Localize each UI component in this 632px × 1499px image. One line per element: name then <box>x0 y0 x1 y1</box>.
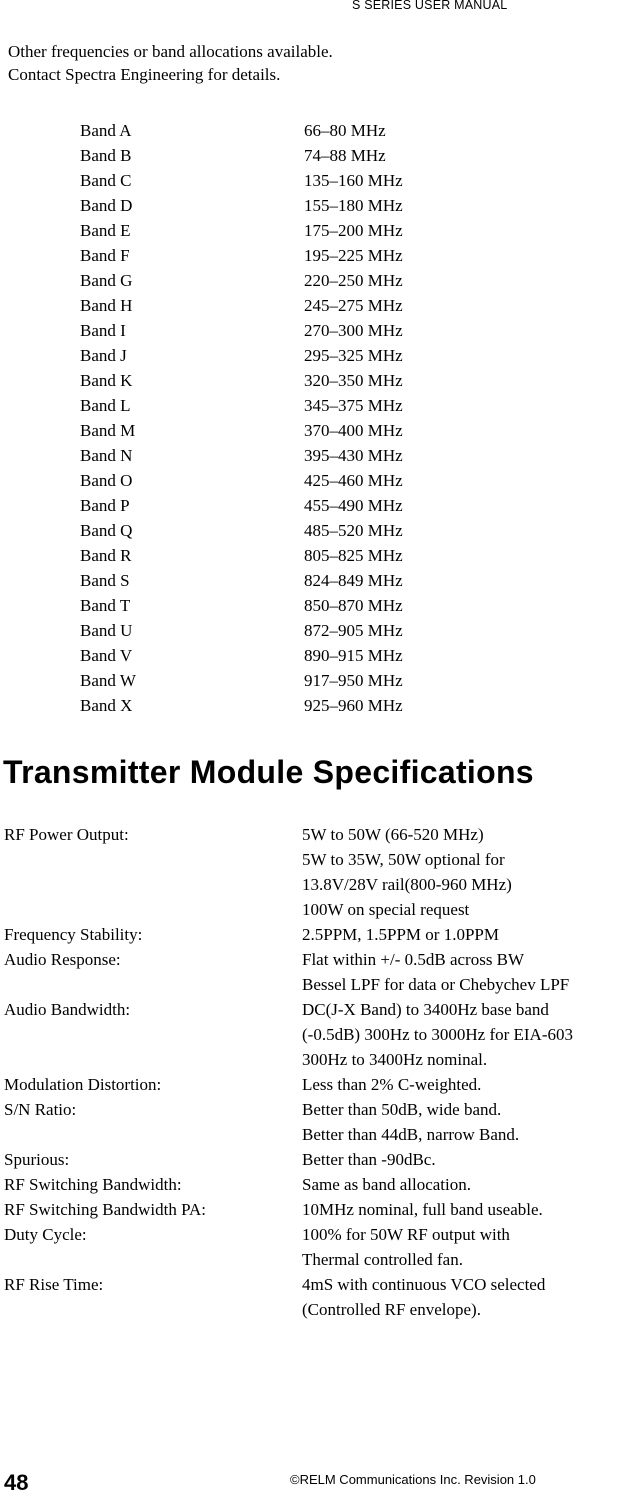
spec-value: 4mS with continuous VCO selected <box>302 1275 546 1294</box>
spec-value: Better than -90dBc. <box>302 1150 436 1169</box>
band-row <box>0 343 632 368</box>
spec-label: Duty Cycle: <box>4 1225 87 1244</box>
band-row <box>0 368 632 393</box>
band-frequency-range: 805–825 MHz <box>304 546 403 565</box>
band-frequency-range: 824–849 MHz <box>304 571 403 590</box>
band-frequency-range: 485–520 MHz <box>304 521 403 540</box>
intro-line-1: Other frequencies or band allocations available. <box>8 42 333 61</box>
band-row <box>0 143 632 168</box>
spec-value: (-0.5dB) 300Hz to 3000Hz for EIA-603 <box>302 1025 573 1044</box>
band-name: Band O <box>80 471 133 490</box>
band-row <box>0 668 632 693</box>
band-name: Band T <box>80 596 131 615</box>
band-row <box>0 593 632 618</box>
intro-note <box>8 40 333 86</box>
spec-row <box>0 1272 632 1322</box>
band-frequency-range: 345–375 MHz <box>304 396 403 415</box>
spec-value: 10MHz nominal, full band useable. <box>302 1200 543 1219</box>
spec-label: Audio Response: <box>4 950 121 969</box>
spec-label: RF Rise Time: <box>4 1275 104 1294</box>
band-frequency-range: 135–160 MHz <box>304 171 403 190</box>
band-frequency-range: 295–325 MHz <box>304 346 403 365</box>
band-frequency-range: 425–460 MHz <box>304 471 403 490</box>
band-frequency-range: 917–950 MHz <box>304 671 403 690</box>
band-row <box>0 643 632 668</box>
band-name: Band S <box>80 571 130 590</box>
band-row <box>0 693 632 718</box>
band-name: Band B <box>80 146 132 165</box>
band-frequency-range: 66–80 MHz <box>304 121 386 140</box>
band-row <box>0 168 632 193</box>
spec-value: 5W to 50W (66-520 MHz) <box>302 825 484 844</box>
band-row <box>0 618 632 643</box>
band-row <box>0 418 632 443</box>
band-name: Band U <box>80 621 133 640</box>
band-row <box>0 493 632 518</box>
band-row <box>0 543 632 568</box>
band-row <box>0 193 632 218</box>
spec-value: 13.8V/28V rail(800-960 MHz) <box>302 875 512 894</box>
spec-value: 2.5PPM, 1.5PPM or 1.0PPM <box>302 925 499 944</box>
spec-value: Flat within +/- 0.5dB across BW <box>302 950 525 969</box>
band-row <box>0 118 632 143</box>
running-header: S SERIES USER MANUAL <box>352 0 508 12</box>
intro-line-2: Contact Spectra Engineering for details. <box>8 65 281 84</box>
band-row <box>0 443 632 468</box>
spec-row <box>0 822 632 922</box>
band-name: Band A <box>80 121 132 140</box>
band-frequency-range: 175–200 MHz <box>304 221 403 240</box>
spec-value: DC(J-X Band) to 3400Hz base band <box>302 1000 549 1019</box>
band-frequency-range: 74–88 MHz <box>304 146 386 165</box>
band-row <box>0 468 632 493</box>
band-frequency-range: 270–300 MHz <box>304 321 403 340</box>
spec-label: RF Switching Bandwidth: <box>4 1175 182 1194</box>
spec-value: 300Hz to 3400Hz nominal. <box>302 1050 488 1069</box>
spec-label: Spurious: <box>4 1150 70 1169</box>
spec-row <box>0 997 632 1072</box>
band-frequency-range: 925–960 MHz <box>304 696 403 715</box>
band-name: Band F <box>80 246 130 265</box>
band-name: Band N <box>80 446 133 465</box>
band-name: Band K <box>80 371 133 390</box>
band-name: Band M <box>80 421 136 440</box>
band-name: Band I <box>80 321 126 340</box>
spec-label: Frequency Stability: <box>4 925 143 944</box>
spec-label: RF Switching Bandwidth PA: <box>4 1200 206 1219</box>
spec-row <box>0 1197 632 1222</box>
band-name: Band D <box>80 196 133 215</box>
spec-value: Thermal controlled fan. <box>302 1250 463 1269</box>
spec-table <box>0 822 632 1322</box>
spec-row <box>0 1222 632 1272</box>
band-frequency-range: 890–915 MHz <box>304 646 403 665</box>
band-row <box>0 218 632 243</box>
band-row <box>0 568 632 593</box>
band-name: Band L <box>80 396 131 415</box>
spec-value: (Controlled RF envelope). <box>302 1300 481 1319</box>
band-name: Band G <box>80 271 133 290</box>
band-name: Band C <box>80 171 132 190</box>
spec-value: 5W to 35W, 50W optional for <box>302 850 505 869</box>
band-name: Band W <box>80 671 136 690</box>
spec-value: Better than 44dB, narrow Band. <box>302 1125 520 1144</box>
band-frequency-range: 245–275 MHz <box>304 296 403 315</box>
band-row <box>0 318 632 343</box>
page-number: 48 <box>4 1470 29 1495</box>
spec-row <box>0 947 632 997</box>
band-frequency-range: 850–870 MHz <box>304 596 403 615</box>
spec-value: Better than 50dB, wide band. <box>302 1100 502 1119</box>
spec-row <box>0 1147 632 1172</box>
spec-label: S/N Ratio: <box>4 1100 77 1119</box>
band-name: Band Q <box>80 521 133 540</box>
spec-value: Less than 2% C-weighted. <box>302 1075 482 1094</box>
section-title: Transmitter Module Specifications <box>3 754 534 790</box>
spec-label: RF Power Output: <box>4 825 129 844</box>
band-frequency-range: 395–430 MHz <box>304 446 403 465</box>
band-name: Band V <box>80 646 133 665</box>
band-row <box>0 393 632 418</box>
band-name: Band H <box>80 296 133 315</box>
band-row <box>0 518 632 543</box>
band-row <box>0 293 632 318</box>
band-row <box>0 268 632 293</box>
band-frequency-range: 455–490 MHz <box>304 496 403 515</box>
spec-row <box>0 922 632 947</box>
band-name: Band E <box>80 221 131 240</box>
band-frequency-range: 195–225 MHz <box>304 246 403 265</box>
band-frequency-range: 370–400 MHz <box>304 421 403 440</box>
band-frequency-range: 155–180 MHz <box>304 196 403 215</box>
band-name: Band P <box>80 496 130 515</box>
band-row <box>0 243 632 268</box>
spec-value: 100% for 50W RF output with <box>302 1225 510 1244</box>
band-frequency-range: 872–905 MHz <box>304 621 403 640</box>
band-frequency-range: 320–350 MHz <box>304 371 403 390</box>
spec-label: Audio Bandwidth: <box>4 1000 131 1019</box>
band-frequency-range: 220–250 MHz <box>304 271 403 290</box>
footer-copyright: ©RELM Communications Inc. Revision 1.0 <box>290 1472 536 1487</box>
spec-label: Modulation Distortion: <box>4 1075 162 1094</box>
spec-value: Same as band allocation. <box>302 1175 472 1194</box>
spec-value: Bessel LPF for data or Chebychev LPF <box>302 975 570 994</box>
spec-row <box>0 1072 632 1097</box>
band-name: Band X <box>80 696 133 715</box>
band-name: Band R <box>80 546 132 565</box>
spec-value: 100W on special request <box>302 900 470 919</box>
spec-row <box>0 1097 632 1147</box>
spec-row <box>0 1172 632 1197</box>
band-name: Band J <box>80 346 127 365</box>
band-table <box>0 118 632 718</box>
